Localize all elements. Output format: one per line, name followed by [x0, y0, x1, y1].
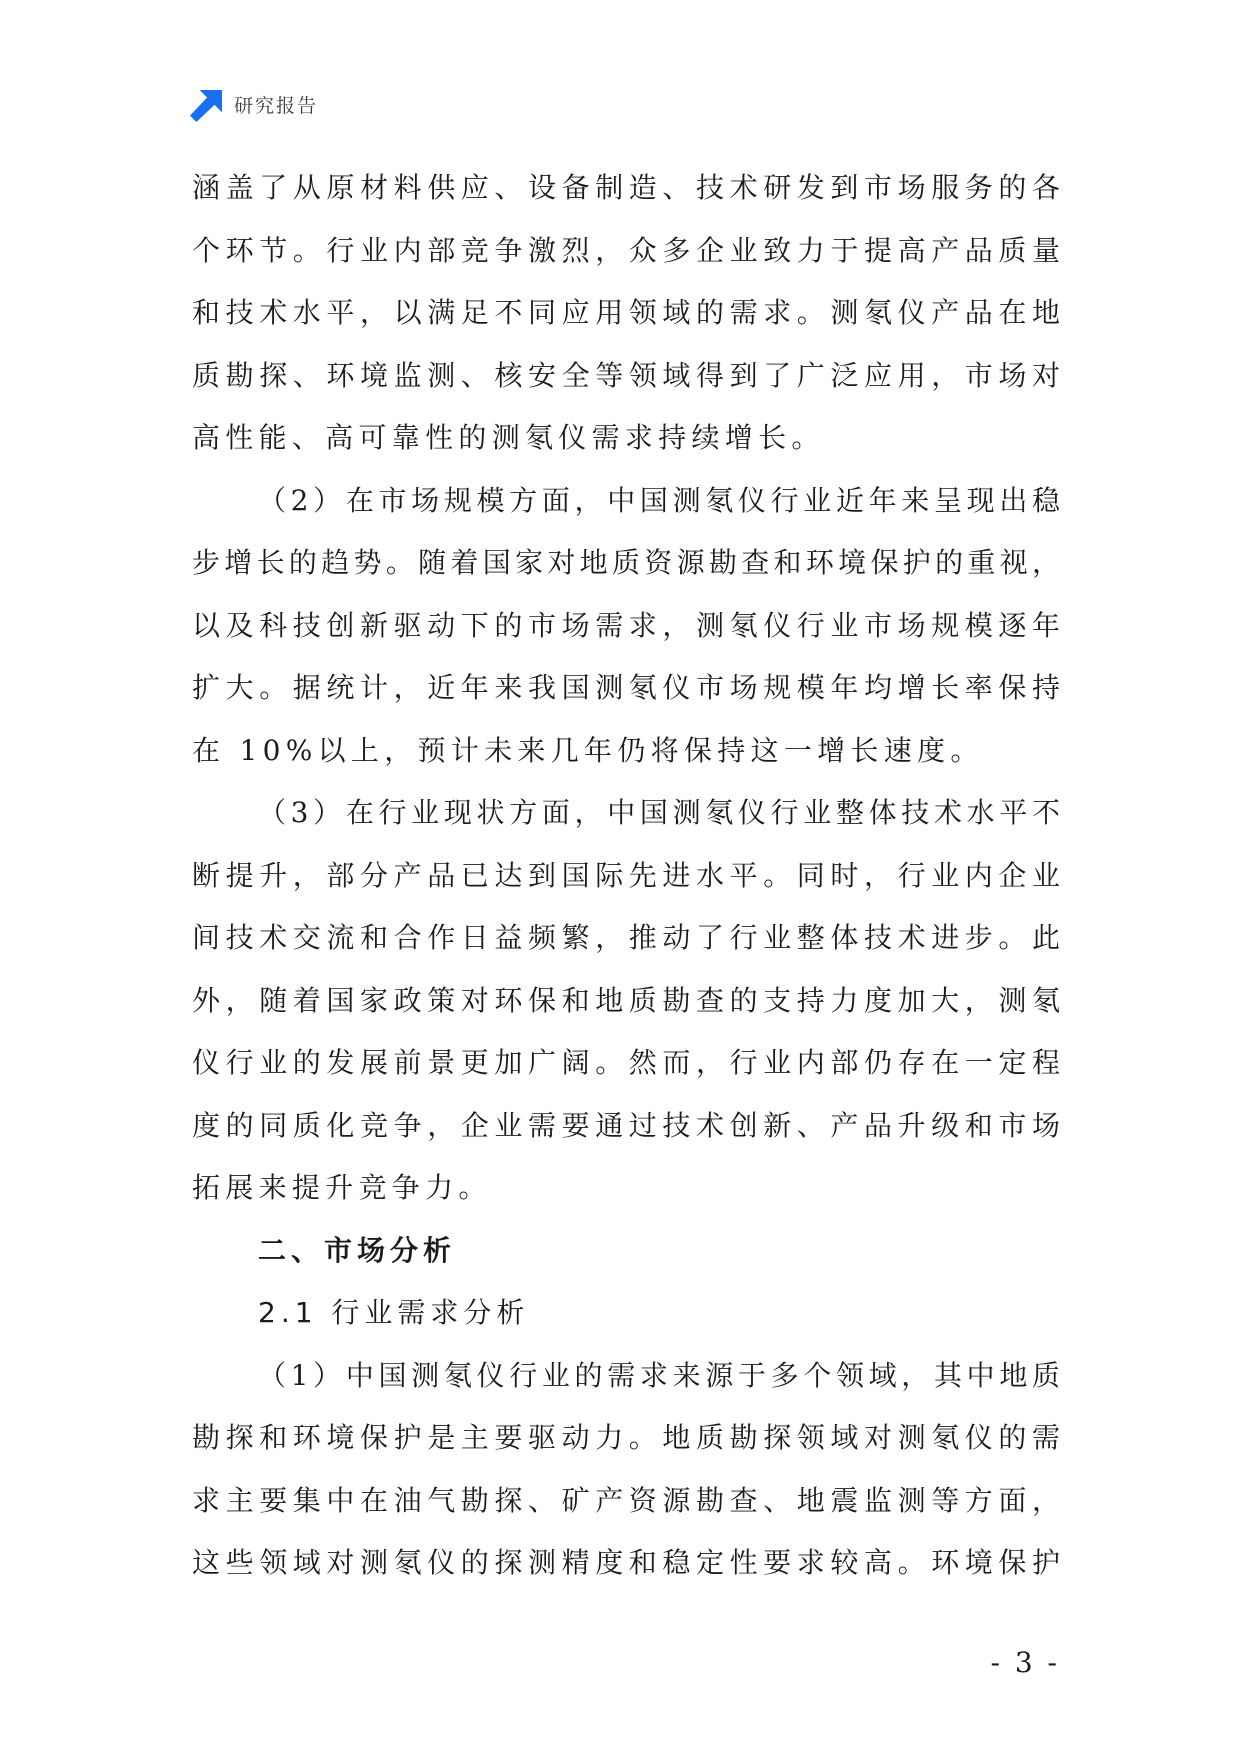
paragraph-line: 高性能、高可靠性的测氡仪需求持续增长。 — [192, 421, 825, 454]
paragraph-line: 以及科技创新驱动下的市场需求，测氡仪行业市场规模逐年 — [192, 608, 1060, 642]
paragraph-line: 外，随着国家政策对环保和地质勘查的支持力度加大，测氡 — [192, 983, 1060, 1017]
paragraph — [192, 470, 1060, 783]
paragraph-line: 度的同质化竞争，企业需要通过技术创新、产品升级和市场 — [192, 1108, 1060, 1142]
paragraph-line: 个环节。行业内部竞争激烈，众多企业致力于提高产品质量 — [192, 233, 1060, 267]
paragraph-line: 仪行业的发展前景更加广阔。然而，行业内部仍存在一定程 — [192, 1046, 1060, 1079]
paragraph-line: 求主要集中在油气勘探、矿产资源勘查、地震监测等方面， — [192, 1483, 1060, 1517]
page-number: - 3 - — [990, 1646, 1060, 1679]
paragraph-line: 和技术水平，以满足不同应用领域的需求。测氡仪产品在地 — [192, 296, 1060, 329]
paragraph-line: 断提升，部分产品已达到国际先进水平。同时，行业内企业 — [192, 858, 1060, 892]
section-heading: 二、市场分析 — [258, 1233, 457, 1267]
paragraph-line: （2）在市场规模方面，中国测氡仪行业近年来呈现出稳 — [258, 483, 1060, 517]
report-type-label: 研究报告 — [234, 95, 319, 117]
paragraph-line: 在 10%以上，预计未来几年仍将保持这一增长速度。 — [192, 733, 984, 767]
paragraph-line: 涵盖了从原材料供应、设备制造、技术研发到市场服务的各 — [192, 171, 1060, 204]
subsection-heading: 2.1 行业需求分析 — [258, 1296, 530, 1329]
paragraph-line: 步增长的趋势。随着国家对地质资源勘查和环境保护的重视， — [192, 546, 1060, 579]
paragraph-line: 质勘探、环境监测、核安全等领域得到了广泛应用，市场对 — [192, 358, 1060, 392]
document-body — [192, 157, 1060, 1595]
paragraph — [192, 1345, 1060, 1595]
paragraph — [192, 782, 1060, 1220]
paragraph-line: 勘探和环境保护是主要驱动力。地质勘探领域对测氡仪的需 — [192, 1421, 1060, 1454]
paragraph-line: 拓展来提升竞争力。 — [192, 1171, 492, 1204]
paragraph-line: 这些领域对测氡仪的探测精度和稳定性要求较高。环境保护 — [192, 1546, 1060, 1579]
paragraph — [192, 157, 1060, 470]
arrow-up-right-icon — [190, 90, 222, 122]
paragraph-line: （3）在行业现状方面，中国测氡仪行业整体技术水平不 — [258, 796, 1060, 829]
paragraph-line: （1）中国测氡仪行业的需求来源于多个领域，其中地质 — [258, 1358, 1060, 1392]
paragraph-line: 扩大。据统计，近年来我国测氡仪市场规模年均增长率保持 — [192, 671, 1060, 704]
paragraph-line: 间技术交流和合作日益频繁，推动了行业整体技术进步。此 — [192, 921, 1060, 954]
